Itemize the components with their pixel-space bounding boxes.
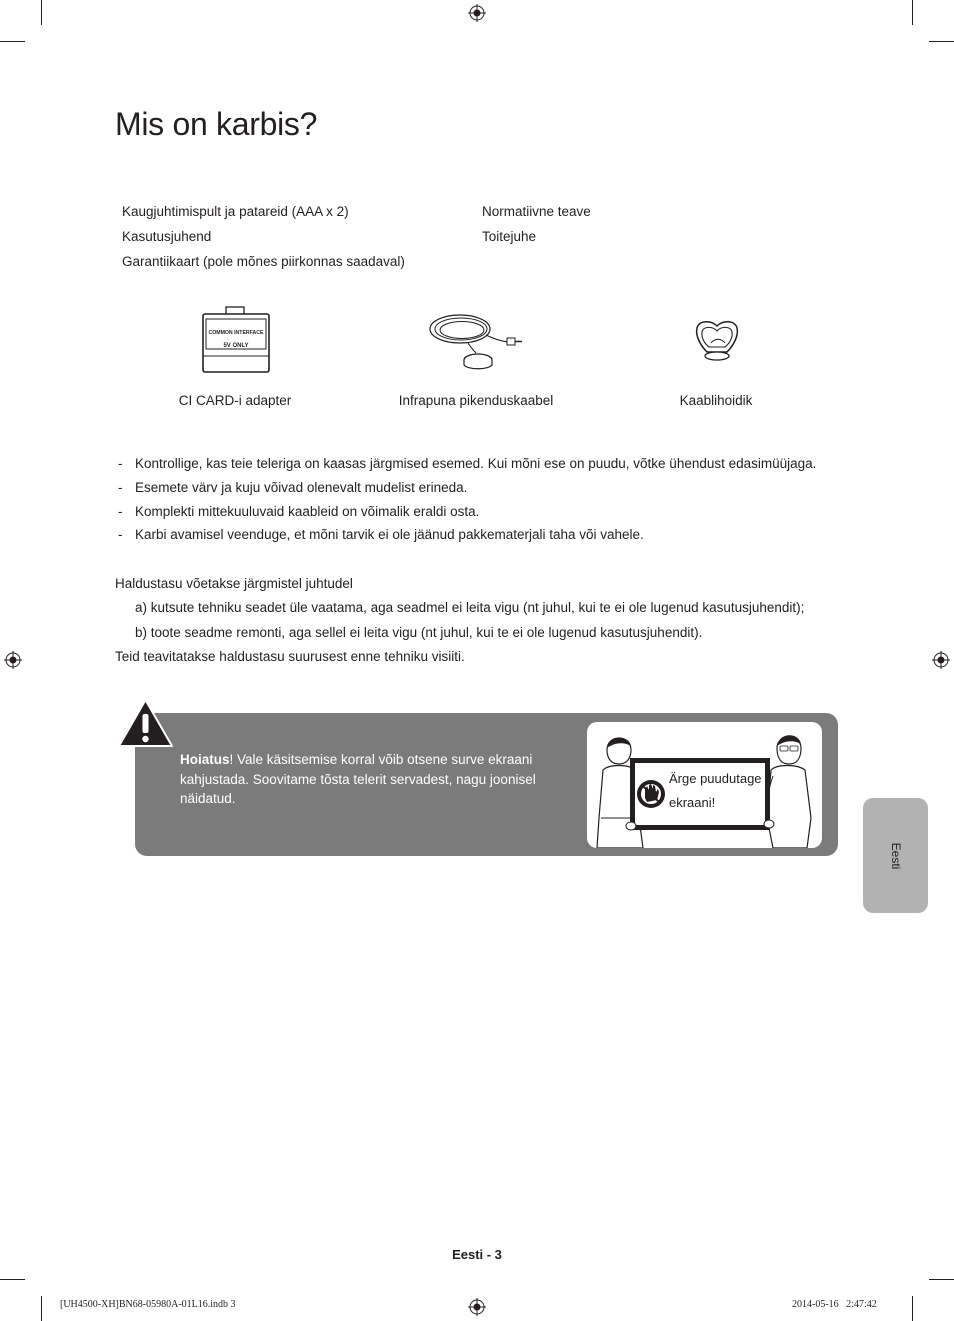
contents-item: Normatiivne teave (482, 204, 591, 219)
tv-handling-illustration (587, 722, 822, 848)
note-item: - Komplekti mittekuuluvaid kaableid on võimalik eraldi osta. (118, 504, 480, 519)
registration-mark-icon (932, 651, 950, 669)
accessory-label: CI CARD-i adapter (178, 393, 292, 408)
footer-file: [UH4500-XH]BN68-05980A-01L16.indb 3 (60, 1299, 236, 1310)
page-number: Eesti - 3 (452, 1247, 502, 1262)
crop-mark (912, 1296, 913, 1321)
crop-mark (929, 1279, 954, 1280)
crop-mark (0, 41, 25, 42)
ci-card-text: COMMON INTERFACE (208, 330, 264, 336)
fee-intro: Haldustasu võetakse järgmistel juhtudel (115, 576, 353, 591)
cable-holder-icon (693, 318, 741, 362)
page-title: Mis on karbis? (115, 106, 318, 142)
contents-item: Kasutusjuhend (122, 229, 212, 244)
note-item: - Kontrollige, kas teie teleriga on kaasas järgmised esemed. Kui mõni ese on puudu, võtke ühendust edasimüüjaga. (118, 456, 817, 471)
warning-text (180, 750, 540, 809)
registration-mark-icon (468, 1298, 486, 1316)
crop-mark (0, 1279, 25, 1280)
note-item: - Esemete värv ja kuju võivad olenevalt mudelist erineda. (118, 480, 468, 495)
registration-mark-icon (468, 4, 486, 22)
warning-triangle-icon (117, 698, 174, 748)
accessory-label: Infrapuna pikenduskaabel (398, 393, 554, 408)
crop-mark (912, 0, 913, 25)
fee-case-a: a) kutsute tehniku seadet üle vaatama, aga seadmel ei leita vigu (nt juhul, kui te ei ole lugenud kasutusjuhendit); (135, 600, 805, 615)
contents-item: Toitejuhe (482, 229, 537, 244)
crop-mark (41, 1296, 42, 1321)
accessory-label: Kaablihoidik (679, 393, 753, 408)
language-tab (863, 798, 928, 913)
crop-mark (929, 41, 954, 42)
illustration-text: Ärge puudutage (669, 771, 762, 786)
ci-card-adapter-icon (200, 306, 272, 374)
crop-mark (41, 0, 42, 25)
footer-timestamp: 2014-05-16 2:47:42 (792, 1299, 877, 1310)
note-item: - Karbi avamisel veenduge, et mõni tarvik ei ole jäänud pakkematerjali taha või vahele. (118, 527, 644, 542)
registration-mark-icon (4, 651, 22, 669)
contents-item: Kaugjuhtimispult ja patareid (AAA x 2) (122, 204, 349, 219)
contents-item: Garantiikaart (pole mõnes piirkonnas saadaval) (122, 254, 405, 269)
fee-case-b: b) toote seadme remonti, aga sellel ei leita vigu (nt juhul, kui te ei ole lugenud kasutusjuhendit). (135, 625, 703, 640)
ir-extension-cable-icon (428, 307, 524, 373)
illustration-text: ekraani! (669, 795, 716, 810)
warning-message: ! Vale käsitsemise korral võib otsene surve ekraani kahjustada. Soovitame tõsta telerit servadest, nagu joonisel näidatud. (180, 752, 536, 806)
language-tab-label: Eesti (888, 842, 903, 869)
fee-outro: Teid teavitatakse haldustasu suurusest enne tehniku visiiti. (115, 649, 465, 664)
ci-card-text: 5V ONLY (223, 343, 249, 349)
warning-label: Hoiatus (180, 752, 230, 767)
